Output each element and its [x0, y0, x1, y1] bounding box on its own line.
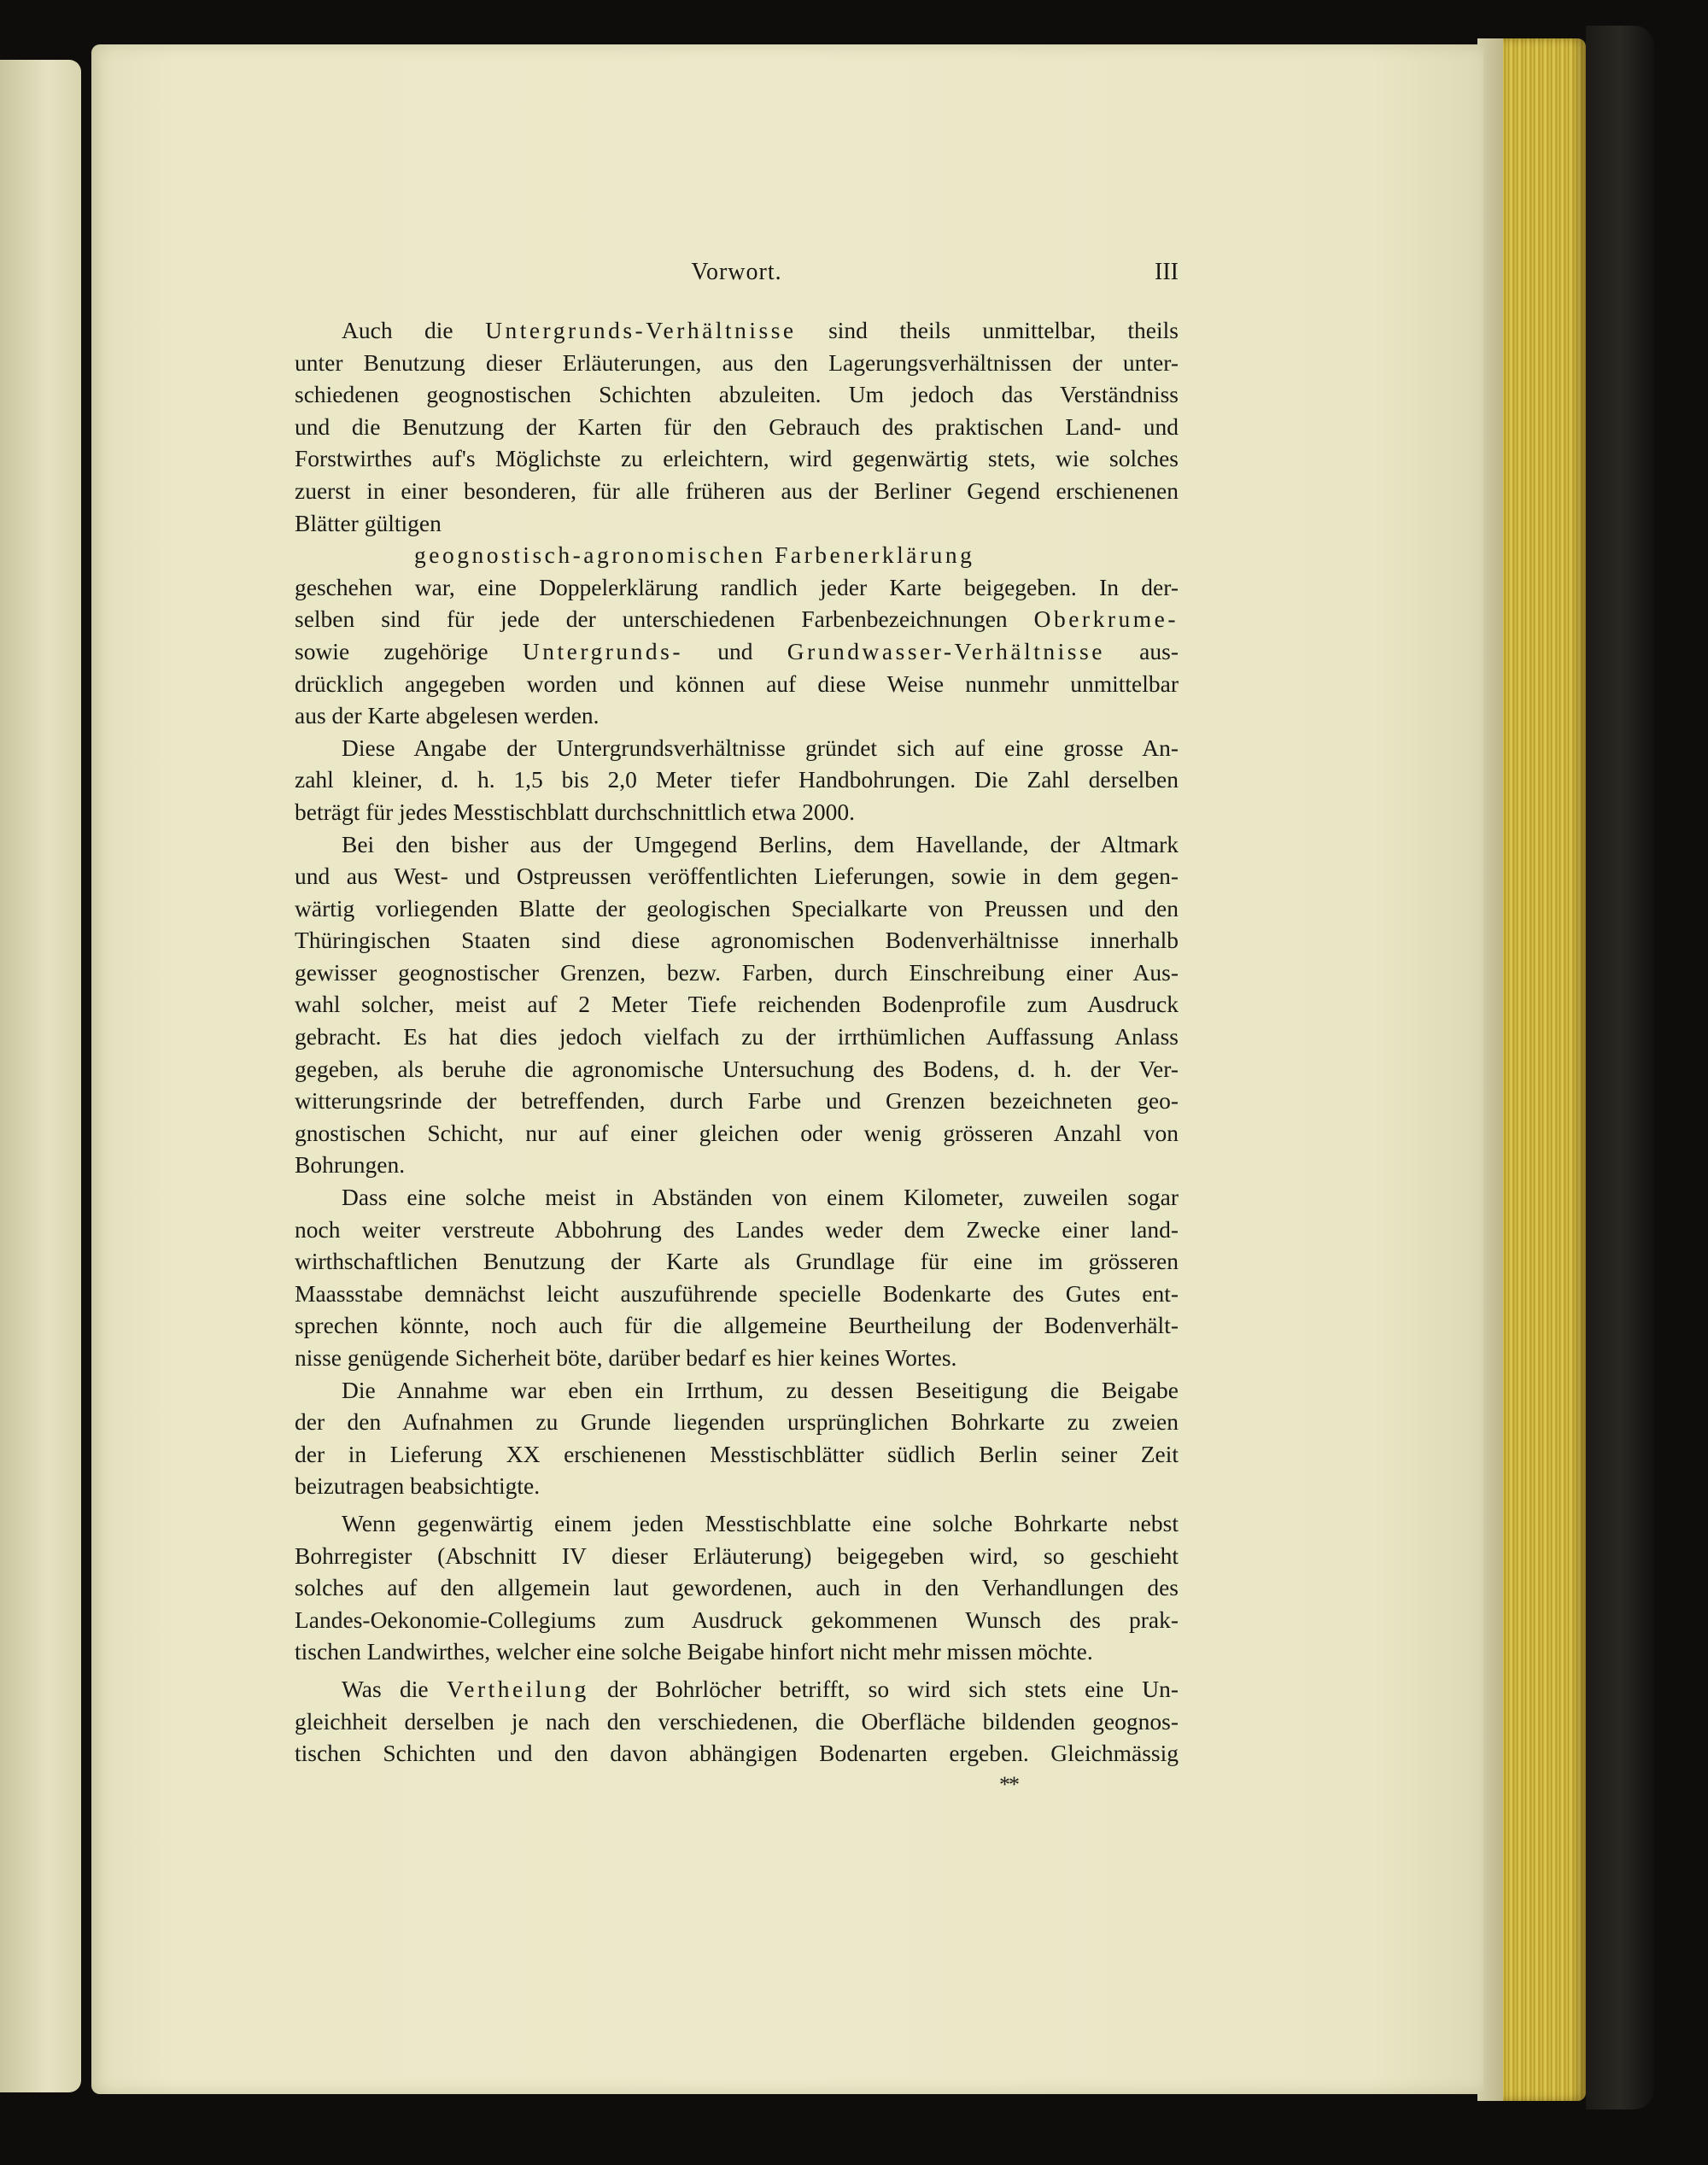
- paragraph-7-line: tischen Schichten und den davon abhängigen Bodenarten ergeben. Gleichmässig: [295, 1740, 1179, 1767]
- spaced-term: Grundwasser-Verhältnisse: [787, 637, 1105, 664]
- paragraph-3-line: gewisser geognostischer Grenzen, bezw. Farben, durch Einschreibung einer Aus-: [295, 958, 1179, 986]
- paragraph-1-line: zuerst in einer besonderen, für alle früheren aus der Berliner Gegend erschienenen: [295, 477, 1179, 504]
- paragraph-1-line: Forstwirthes auf's Möglichste zu erleichtern, wird gegenwärtig stets, wie solches: [295, 445, 1179, 472]
- paragraph-7-line: gleichheit derselben je nach den verschiedenen, die Oberfläche bildenden geognos-: [295, 1707, 1179, 1735]
- spaced-term: Untergrunds-Verhältnisse: [485, 317, 797, 343]
- paragraph-6-line: Bohrregister (Abschnitt IV dieser Erläuterung) beigegeben wird, so geschieht: [295, 1542, 1179, 1569]
- paragraph-6-line: Wenn gegenwärtig einem jeden Messtischblatte eine solche Bohrkarte nebst: [342, 1509, 1179, 1536]
- running-head: [295, 256, 1179, 289]
- paragraph-2-line: Diese Angabe der Untergrundsverhältnisse gründet sich auf eine grosse An-: [342, 734, 1179, 761]
- paragraph-1-line: schiedenen geognostischen Schichten abzuleiten. Um jedoch das Verständniss: [295, 381, 1179, 408]
- paragraph-1-line: unter Benutzung dieser Erläuterungen, aus den Lagerungsverhältnissen der unter-: [295, 348, 1179, 376]
- paragraph-2-line: zahl kleiner, d. h. 1,5 bis 2,0 Meter tiefer Handbohrungen. Die Zahl derselben: [295, 766, 1179, 793]
- paragraph-3-line: wahl solcher, meist auf 2 Meter Tiefe reichenden Bodenprofile zum Ausdruck: [295, 991, 1179, 1018]
- paragraph-1-line: Blätter gültigen: [295, 509, 442, 536]
- book-binding: [1586, 26, 1654, 2109]
- paragraph-1-line: [295, 603, 1179, 635]
- paragraph-1-line: und die Benutzung der Karten für den Gebrauch des praktischen Land- und: [295, 413, 1179, 440]
- paragraph-3-line: wärtig vorliegenden Blatte der geologischen Specialkarte von Preussen und den: [295, 894, 1179, 922]
- paragraph-3-line: gebracht. Es hat dies jedoch vielfach zu der irrthümlichen Auffassung Anlass: [295, 1023, 1179, 1050]
- running-title: Vorwort.: [691, 259, 782, 285]
- spaced-heading-line: geognostisch-agronomischen Farbenerklärung: [414, 541, 975, 569]
- paragraph-1-line: geschehen war, eine Doppelerklärung randlich jeder Karte beigegeben. In der-: [295, 573, 1179, 600]
- paragraph-3-line: und aus West- und Ostpreussen veröffentlichten Lieferungen, sowie in dem gegen-: [295, 863, 1179, 890]
- paragraph-1-line: drücklich angegeben worden und können auf diese Weise nunmehr unmittelbar: [295, 670, 1179, 697]
- paragraph-4-line: wirthschaftlichen Benutzung der Karte als Grundlage für eine im grösseren: [295, 1248, 1179, 1275]
- paragraph-6-line: Landes-Oekonomie-Collegiums zum Ausdruck gekommenen Wunsch des prak-: [295, 1606, 1179, 1633]
- spaced-term: Vertheilung: [446, 1675, 589, 1702]
- text-run: der Bohrlöcher betrifft, so wird sich stets eine Un-: [588, 1675, 1179, 1702]
- text-run: selben sind für jede der unterschiedenen Farbenbezeichnungen: [295, 606, 1034, 633]
- page-number: III: [1155, 259, 1179, 285]
- page-text: [295, 256, 1179, 1770]
- paragraph-3-line: Thüringischen Staaten sind diese agronomischen Bodenverhältnisse innerhalb: [295, 927, 1179, 954]
- paragraph-6-line: solches auf den allgemein laut gewordenen, auch in den Verhandlungen des: [295, 1574, 1179, 1601]
- signature-mark: **: [999, 1772, 1018, 1797]
- paragraph-4-line: Dass eine solche meist in Abständen von einem Kilometer, zuweilen sogar: [342, 1184, 1179, 1211]
- text-run: Was die: [342, 1675, 447, 1702]
- paragraph-3-line: witterungsrinde der betreffenden, durch Farbe und Grenzen bezeichneten geo-: [295, 1087, 1179, 1115]
- paragraph-4-line: noch weiter verstreute Abbohrung des Landes weder dem Zwecke einer land-: [295, 1215, 1179, 1243]
- paragraph-1-line: [295, 635, 1179, 668]
- paragraph-5-line: Die Annahme war eben ein Irrthum, zu dessen Beseitigung die Beigabe: [342, 1376, 1179, 1403]
- text-run: aus-: [1104, 637, 1179, 664]
- paragraph-7-line: [295, 1673, 1179, 1706]
- left-page-edge: [0, 60, 81, 2092]
- paragraph-1-line: aus der Karte abgelesen werden.: [295, 702, 600, 729]
- paragraph-3-line: gnostischen Schicht, nur auf einer gleichen oder wenig grösseren Anzahl von: [295, 1119, 1179, 1146]
- text-run: Auch die: [342, 317, 486, 343]
- text-run: sind theils unmittelbar, theils: [796, 317, 1179, 343]
- paragraph-4-line: sprechen könnte, noch auch für die allgemeine Beurtheilung der Bodenverhält-: [295, 1312, 1179, 1339]
- paragraph-4-line: nisse genügende Sicherheit böte, darüber bedarf es hier keines Wortes.: [295, 1344, 957, 1371]
- paragraph-6-line: tischen Landwirthes, welcher eine solche Beigabe hinfort nicht mehr missen möchte.: [295, 1638, 1093, 1665]
- spaced-term: Oberkrume-: [1033, 606, 1179, 633]
- paragraph-5-line: der den Aufnahmen zu Grunde liegenden ursprünglichen Bohrkarte zu zweien: [295, 1408, 1179, 1436]
- paragraph-3-line: Bei den bisher aus der Umgegend Berlins, dem Havellande, der Altmark: [342, 830, 1179, 857]
- paragraph-3-line: Bohrungen.: [295, 1151, 406, 1179]
- spaced-term: Untergrunds-: [522, 637, 683, 664]
- text-run: sowie zugehörige: [295, 637, 523, 664]
- text-run: und: [683, 637, 787, 664]
- paragraph-2-line: beträgt für jedes Messtischblatt durchschnittlich etwa 2000.: [295, 798, 856, 825]
- paragraph-3-line: gegeben, als beruhe die agronomische Untersuchung des Bodens, d. h. der Ver-: [295, 1055, 1179, 1082]
- paragraph-5-line: der in Lieferung XX erschienenen Messtischblätter südlich Berlin seiner Zeit: [295, 1440, 1179, 1467]
- paragraph-5-line: beizutragen beabsichtigte.: [295, 1472, 541, 1500]
- paragraph-4-line: Maassstabe demnächst leicht auszuführende specielle Bodenkarte des Gutes ent-: [295, 1279, 1179, 1307]
- paragraph-1-line: [295, 314, 1179, 347]
